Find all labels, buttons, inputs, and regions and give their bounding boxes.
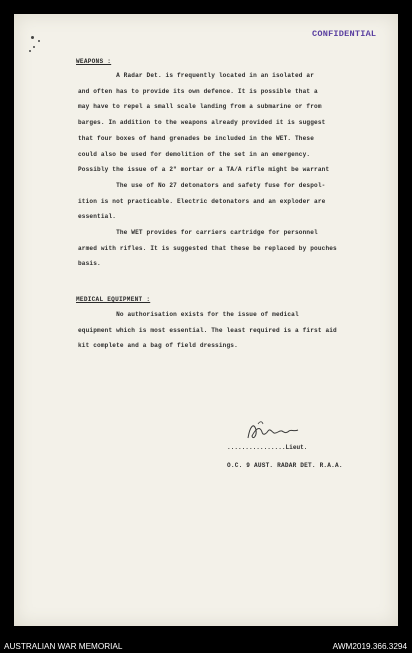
punch-mark — [38, 40, 40, 42]
footer-accession-number: AWM2019.366.3294 — [332, 642, 407, 651]
weapons-text-line: A Radar Det. is frequently located in an isolated ar — [78, 72, 315, 79]
document-page — [14, 14, 398, 626]
punch-mark — [29, 50, 31, 52]
weapons-text-line: armed with rifles. It is suggested that these be replaced by pouches — [78, 244, 337, 252]
weapons-text-line: The WET provides for carriers cartridge for personnel — [78, 229, 318, 236]
weapons-text-line: The use of No 27 detonators and safety fuse for despol- — [78, 181, 326, 189]
weapons-text-line: ition is not practicable. Electric detonators and an exploder are — [78, 197, 326, 205]
weapons-text-line: may have to repel a small scale landing from a submarine or from — [78, 103, 322, 111]
signature-title: O.C. 9 AUST. RADAR DET. R.A.A. — [227, 462, 343, 469]
medical-text-line: kit complete and a bag of field dressings. — [78, 342, 238, 349]
weapons-text-line: Possibly the issue of a 2" mortar or a TA/A rifle might be warrant — [78, 166, 330, 174]
weapons-text-line: and often has to provide its own defence. It is possible that a — [78, 87, 318, 95]
footer-institution: AUSTRALIAN WAR MEMORIAL — [4, 642, 123, 651]
medical-text-line: No authorisation exists for the issue of medical — [78, 311, 299, 318]
medical-text-line: equipment which is most essential. The least required is a first aid — [78, 326, 337, 334]
punch-mark — [33, 46, 35, 48]
weapons-text-line: essential. — [78, 213, 117, 221]
medical-heading: MEDICAL EQUIPMENT : — [76, 296, 151, 303]
punch-mark — [31, 36, 34, 39]
confidential-stamp: CONFIDENTIAL — [312, 29, 377, 39]
weapons-text-line: basis. — [78, 260, 101, 268]
weapons-text-line: that four boxes of hand grenades be included in the WET. These — [78, 134, 315, 142]
footer-bar — [0, 640, 412, 653]
handwritten-signature — [244, 418, 304, 444]
weapons-text-line: could also be used for demolition of the set in an emergency. — [78, 150, 311, 158]
weapons-heading: WEAPONS : — [76, 58, 112, 65]
signature-line: ................Lieut. — [227, 444, 308, 451]
weapons-text-line: barges. In addition to the weapons already provided it is suggest — [78, 119, 326, 127]
